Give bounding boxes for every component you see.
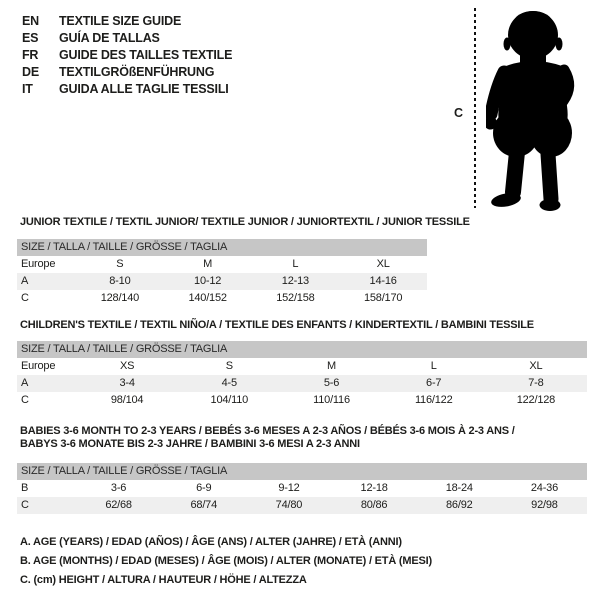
table-row-age <box>17 375 587 392</box>
table-cell: S <box>116 258 124 270</box>
babies-title-line2: BABYS 3-6 MONATE BIS 2-3 JAHRE / BAMBINI 3-6 MESI A 2-3 ANNI <box>20 438 360 450</box>
table-cell: XS <box>119 360 135 372</box>
size-header-label: SIZE / TALLA / TAILLE / GRÖSSE / TAGLIA <box>21 343 228 355</box>
table-row-europe <box>17 358 587 375</box>
table-cell: 18-24 <box>445 482 473 494</box>
table-cell: 4-5 <box>221 377 237 389</box>
table-cell: 140/152 <box>188 292 227 304</box>
table-cell: 116/122 <box>414 394 453 406</box>
height-measure-dashed-line <box>474 8 476 208</box>
row-label: Europe <box>21 360 56 372</box>
size-header-label: SIZE / TALLA / TAILLE / GRÖSSE / TAGLIA <box>21 241 228 253</box>
table-row-europe <box>17 256 427 273</box>
babies-size-table <box>17 463 587 514</box>
language-row-en <box>22 13 232 30</box>
children-section-title: CHILDREN'S TEXTILE / TEXTIL NIÑO/A / TEXTILE DES ENFANTS / KINDERTEXTIL / BAMBINI TESSILE <box>20 319 534 331</box>
table-cell: 110/116 <box>313 394 350 406</box>
language-row-fr <box>22 47 232 64</box>
table-cell: 92/98 <box>531 499 558 511</box>
table-cell: 10-12 <box>194 275 222 287</box>
size-header-row <box>17 239 427 256</box>
language-title: GUÍA DE TALLAS <box>59 31 160 45</box>
language-code: IT <box>22 82 33 96</box>
table-cell: 8-10 <box>109 275 131 287</box>
table-cell: 24-36 <box>530 482 559 494</box>
size-header-row <box>17 341 587 358</box>
table-cell: 128/140 <box>100 292 140 304</box>
table-cell: 12-18 <box>360 482 388 494</box>
table-cell: 62/68 <box>105 499 132 511</box>
baby-silhouette-icon <box>486 6 593 212</box>
row-label: C <box>21 394 29 406</box>
table-cell: 158/170 <box>363 292 403 304</box>
legend-note-b: B. AGE (MONTHS) / EDAD (MESES) / ÂGE (MOIS) / ALTER (MONATE) / ETÀ (MESI) <box>20 555 432 567</box>
language-title: GUIDA ALLE TAGLIE TESSILI <box>59 82 229 96</box>
language-title-list <box>22 13 232 98</box>
table-cell: 7-8 <box>528 377 544 389</box>
table-cell: 86/92 <box>446 499 473 511</box>
table-row-height <box>17 290 427 307</box>
table-cell: 6-9 <box>196 482 212 494</box>
table-cell: 6-7 <box>426 377 442 389</box>
row-label: Europe <box>21 258 56 270</box>
size-header-row <box>17 463 587 480</box>
language-code: ES <box>22 31 39 45</box>
table-cell: S <box>225 360 233 372</box>
language-title: GUIDE DES TAILLES TEXTILE <box>59 48 233 62</box>
table-cell: XL <box>529 360 543 372</box>
row-label: C <box>21 499 29 511</box>
language-code: EN <box>22 14 39 28</box>
table-cell: 12-13 <box>281 275 309 287</box>
table-cell: 122/128 <box>516 394 556 406</box>
legend-note-a: A. AGE (YEARS) / EDAD (AÑOS) / ÂGE (ANS) / ALTER (JAHRE) / ETÀ (ANNI) <box>20 536 402 548</box>
language-title: TEXTILE SIZE GUIDE <box>59 14 182 28</box>
legend-note-c: C. (cm) HEIGHT / ALTURA / HAUTEUR / HÖHE / ALTEZZA <box>20 574 307 586</box>
junior-size-table <box>17 239 427 307</box>
language-code: FR <box>22 48 39 62</box>
table-cell: 9-12 <box>278 482 300 494</box>
row-label: C <box>21 292 29 304</box>
row-label: A <box>21 377 29 389</box>
legend-notes <box>20 533 432 590</box>
table-cell: M <box>327 360 336 372</box>
table-row-height <box>17 392 587 409</box>
table-cell: 14-16 <box>369 275 397 287</box>
language-row-es <box>22 30 232 47</box>
babies-section-title <box>20 425 515 451</box>
table-cell: 3-4 <box>119 377 135 389</box>
row-label: A <box>21 275 29 287</box>
size-header-label: SIZE / TALLA / TAILLE / GRÖSSE / TAGLIA <box>21 465 228 477</box>
language-row-it <box>22 81 232 98</box>
babies-title-line1: BABIES 3-6 MONTH TO 2-3 YEARS / BEBÉS 3-6 MESES A 2-3 AÑOS / BÉBÉS 3-6 MOIS À 2-3 ANS / <box>20 425 515 437</box>
junior-section-title: JUNIOR TEXTILE / TEXTIL JUNIOR/ TEXTILE JUNIOR / JUNIORTEXTIL / JUNIOR TESSILE <box>20 216 470 228</box>
language-code: DE <box>22 65 39 79</box>
table-cell: 152/158 <box>276 292 315 304</box>
table-cell: 5-6 <box>323 377 340 389</box>
children-size-table <box>17 341 587 409</box>
table-cell: 104/110 <box>210 394 249 406</box>
table-cell: 3-6 <box>110 482 127 494</box>
table-cell: 74/80 <box>275 499 303 511</box>
height-measure-label: C <box>454 106 464 120</box>
language-row-de <box>22 64 232 81</box>
table-row-age <box>17 273 427 290</box>
table-cell: 80/86 <box>360 499 388 511</box>
table-row-months <box>17 480 587 497</box>
language-title: TEXTILGRÖßENFÜHRUNG <box>59 65 215 79</box>
table-cell: 98/104 <box>110 394 144 406</box>
table-cell: L <box>430 360 437 372</box>
table-cell: M <box>203 258 213 270</box>
row-label: B <box>21 482 29 494</box>
table-cell: 68/74 <box>190 499 218 511</box>
table-row-height <box>17 497 587 514</box>
table-cell: XL <box>376 258 390 270</box>
table-cell: L <box>292 258 299 270</box>
